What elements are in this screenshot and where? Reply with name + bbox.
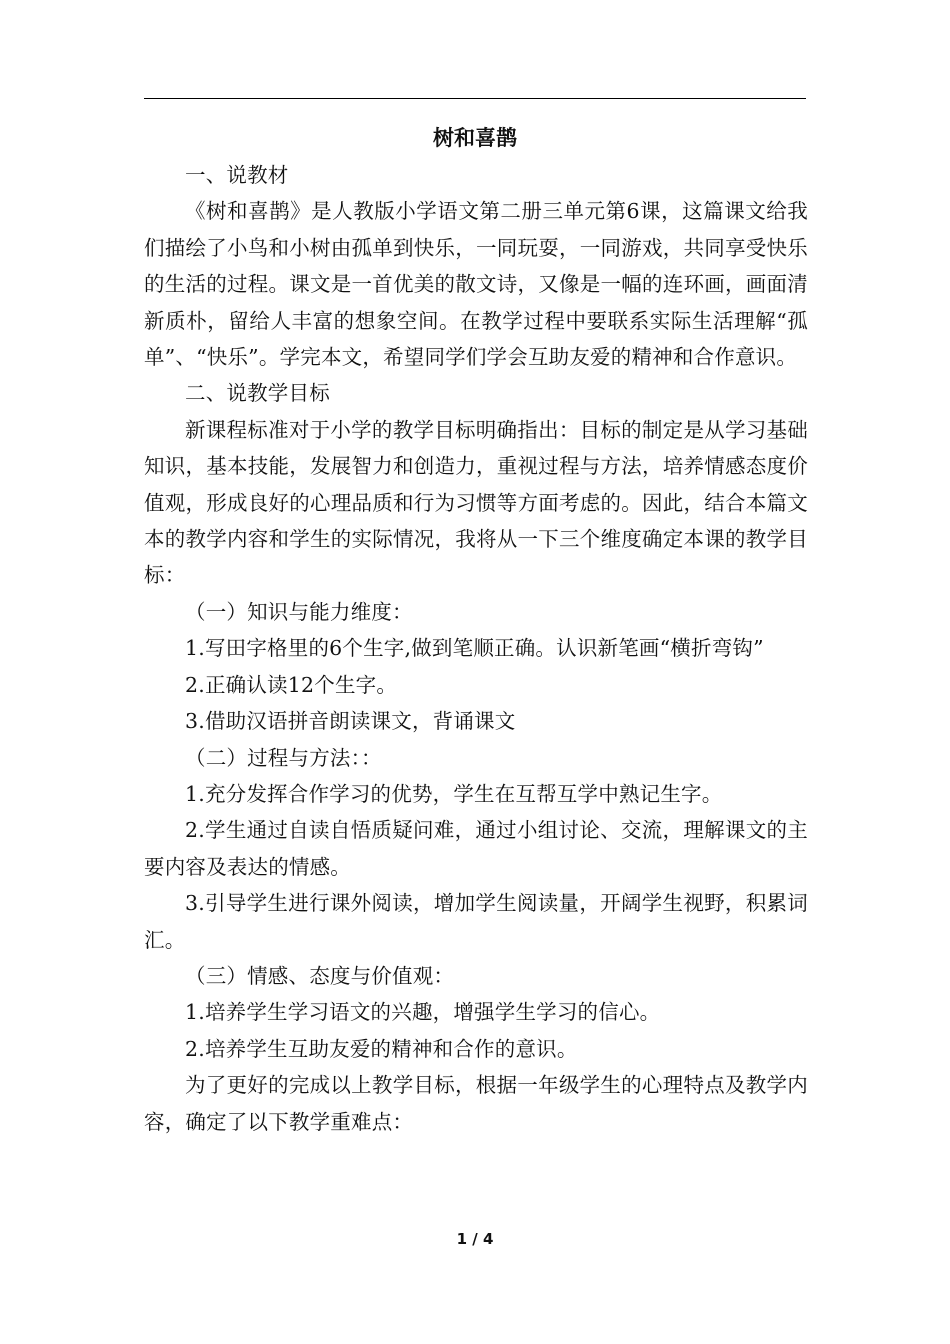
paragraph-curriculum-goals: 新课程标准对于小学的教学目标明确指出：目标的制定是从学习基础知识，基本技能，发展智力和创造力，重视过程与方法，培养情感态度价值观，形成良好的心理品质和行为习惯等方面考虑的。因此，结合本篇文本的教学内容和学生的实际情况，我将从一下三个维度确定本课的教学目标：: [144, 417, 808, 588]
paragraph-key-difficulties-intro: 为了更好的完成以上教学目标，根据一年级学生的心理特点及教学内容，确定了以下教学重难点：: [144, 1073, 808, 1134]
paragraph-section-1-heading: 一、说教材: [185, 163, 289, 187]
paragraph-knowledge-item-3: 3.借助汉语拼音朗读课文，背诵课文: [185, 709, 516, 734]
paragraph-knowledge-item-2: 2.正确认读12个生字。: [185, 672, 398, 697]
paragraph-process-item-2: 2.学生通过自读自悟质疑问难，通过小组讨论、交流，理解课文的主要内容及表达的情感。: [144, 818, 808, 879]
header-rule: [144, 98, 806, 99]
paragraph-section-2-heading: 二、说教学目标: [185, 381, 330, 406]
paragraph-process-item-1: 1.充分发挥合作学习的优势，学生在互帮互学中熟记生字。: [185, 781, 723, 806]
paragraph-process-item-3: 3.引导学生进行课外阅读，增加学生阅读量，开阔学生视野，积累词汇。: [144, 891, 808, 952]
paragraph-process-method-heading: （二）过程与方法：：: [185, 745, 382, 770]
paragraph-knowledge-item-1: 1.写田字格里的6个生字,做到笔顺正确。认识新笔画“横折弯钩”: [185, 636, 764, 661]
paragraph-emotion-item-1: 1.培养学生学习语文的兴趣，增强学生学习的信心。: [185, 1000, 661, 1025]
paragraph-knowledge-ability-heading: （一）知识与能力维度：: [185, 599, 413, 624]
paragraph-textbook-intro: 《树和喜鹊》是人教版小学语文第二册三单元第6课，这篇课文给我们描绘了小鸟和小树由孤单到快乐，一同玩耍，一同游戏，共同享受快乐的生活的过程。课文是一首优美的散文诗，又像是一幅的连环画，画面清新质朴，留给人丰富的想象空间。在教学过程中要联系实际生活理解“孤单”、“快乐”。学完本文，希望同学们学会互助友爱的精神和合作意识。: [144, 199, 808, 370]
paragraph-emotion-values-heading: （三）情感、态度与价值观：: [185, 963, 455, 988]
document-body: [144, 157, 808, 1140]
document-title: 树和喜鹊: [433, 126, 517, 150]
page-number: 1 / 4: [456, 1230, 494, 1248]
paragraph-emotion-item-2: 2.培养学生互助友爱的精神和合作的意识。: [185, 1036, 578, 1061]
